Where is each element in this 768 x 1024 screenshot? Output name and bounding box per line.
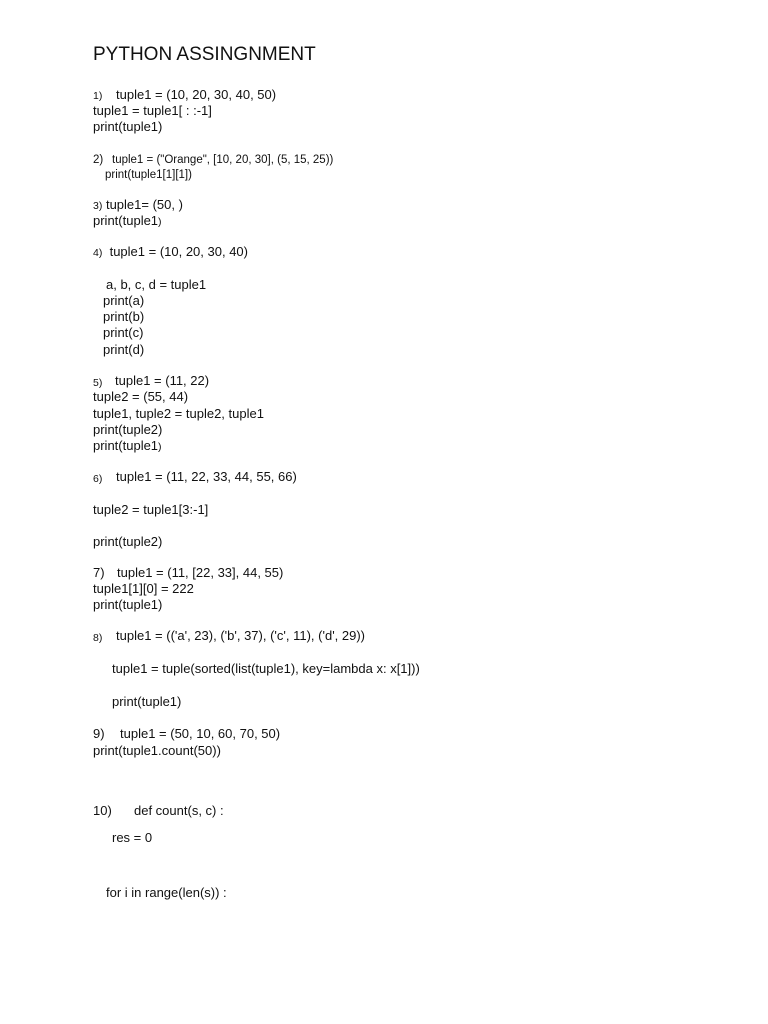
question-7-line-3: print(tuple1)	[93, 597, 163, 612]
question-9-line-1: tuple1 = (50, 10, 60, 70, 50)	[120, 726, 281, 741]
question-3-code-2: print(tuple1	[93, 213, 159, 228]
question-7-number: 7)	[93, 565, 105, 580]
question-6-line-1: tuple1 = (11, 22, 33, 44, 55, 66)	[116, 469, 297, 484]
question-5-code-5-paren: )	[158, 441, 162, 453]
question-3-code-2-paren: )	[158, 216, 162, 228]
question-5-line-2: tuple2 = (55, 44)	[93, 389, 189, 404]
question-3-line-1	[93, 197, 183, 214]
question-4-line-4: print(b)	[103, 309, 145, 324]
question-6-line-3: print(tuple2)	[93, 534, 163, 549]
question-4-line-1	[93, 244, 248, 261]
question-6-number: 6)	[93, 473, 103, 485]
question-8-number: 8)	[93, 632, 103, 644]
question-5-line-1: tuple1 = (11, 22)	[115, 373, 210, 388]
question-9-number: 9)	[93, 726, 105, 741]
question-8-line-3: print(tuple1)	[112, 694, 182, 709]
question-2-line-2: print(tuple1[1][1])	[105, 169, 192, 181]
question-4-number: 4)	[93, 247, 103, 259]
question-6-line-2: tuple2 = tuple1[3:-1]	[93, 502, 209, 517]
question-3-number: 3)	[93, 200, 103, 212]
question-10-line-2: res = 0	[112, 830, 153, 845]
question-5-line-5	[93, 438, 162, 455]
question-1-line-2: tuple1 = tuple1[ : :-1]	[93, 103, 212, 118]
question-8-line-1: tuple1 = (('a', 23), ('b', 37), ('c', 11), ('d', 29))	[116, 628, 366, 643]
question-4-line-5: print(c)	[103, 325, 144, 340]
question-1-number: 1)	[93, 90, 103, 102]
question-9-line-2: print(tuple1.count(50))	[93, 743, 221, 758]
question-10-line-1: def count(s, c) :	[134, 803, 224, 818]
question-8-line-2: tuple1 = tuple(sorted(list(tuple1), key=lambda x: x[1]))	[112, 661, 420, 676]
question-5-code-5: print(tuple1	[93, 438, 159, 453]
question-4-code-1: tuple1 = (10, 20, 30, 40)	[109, 244, 248, 259]
question-5-line-3: tuple1, tuple2 = tuple2, tuple1	[93, 406, 264, 421]
question-4-line-3: print(a)	[103, 293, 145, 308]
question-5-number: 5)	[93, 377, 103, 389]
question-10-line-3: for i in range(len(s)) :	[106, 885, 227, 900]
question-10-number: 10)	[93, 803, 112, 818]
question-7-line-2: tuple1[1][0] = 222	[93, 581, 194, 596]
question-4-line-6: print(d)	[103, 342, 145, 357]
question-2-line-1: tuple1 = ("Orange", [10, 20, 30], (5, 15, 25))	[112, 154, 334, 166]
question-2-number: 2)	[93, 154, 104, 166]
question-4-line-2: a, b, c, d = tuple1	[106, 277, 207, 292]
question-5-line-4: print(tuple2)	[93, 422, 163, 437]
question-3-code-1: tuple1= (50, )	[105, 197, 183, 212]
question-1-line-3: print(tuple1)	[93, 119, 163, 134]
question-7-line-1: tuple1 = (11, [22, 33], 44, 55)	[117, 565, 284, 580]
question-1-line-1: tuple1 = (10, 20, 30, 40, 50)	[116, 87, 277, 102]
document-title: PYTHON ASSINGNMENT	[93, 44, 316, 65]
question-3-line-2	[93, 213, 162, 230]
